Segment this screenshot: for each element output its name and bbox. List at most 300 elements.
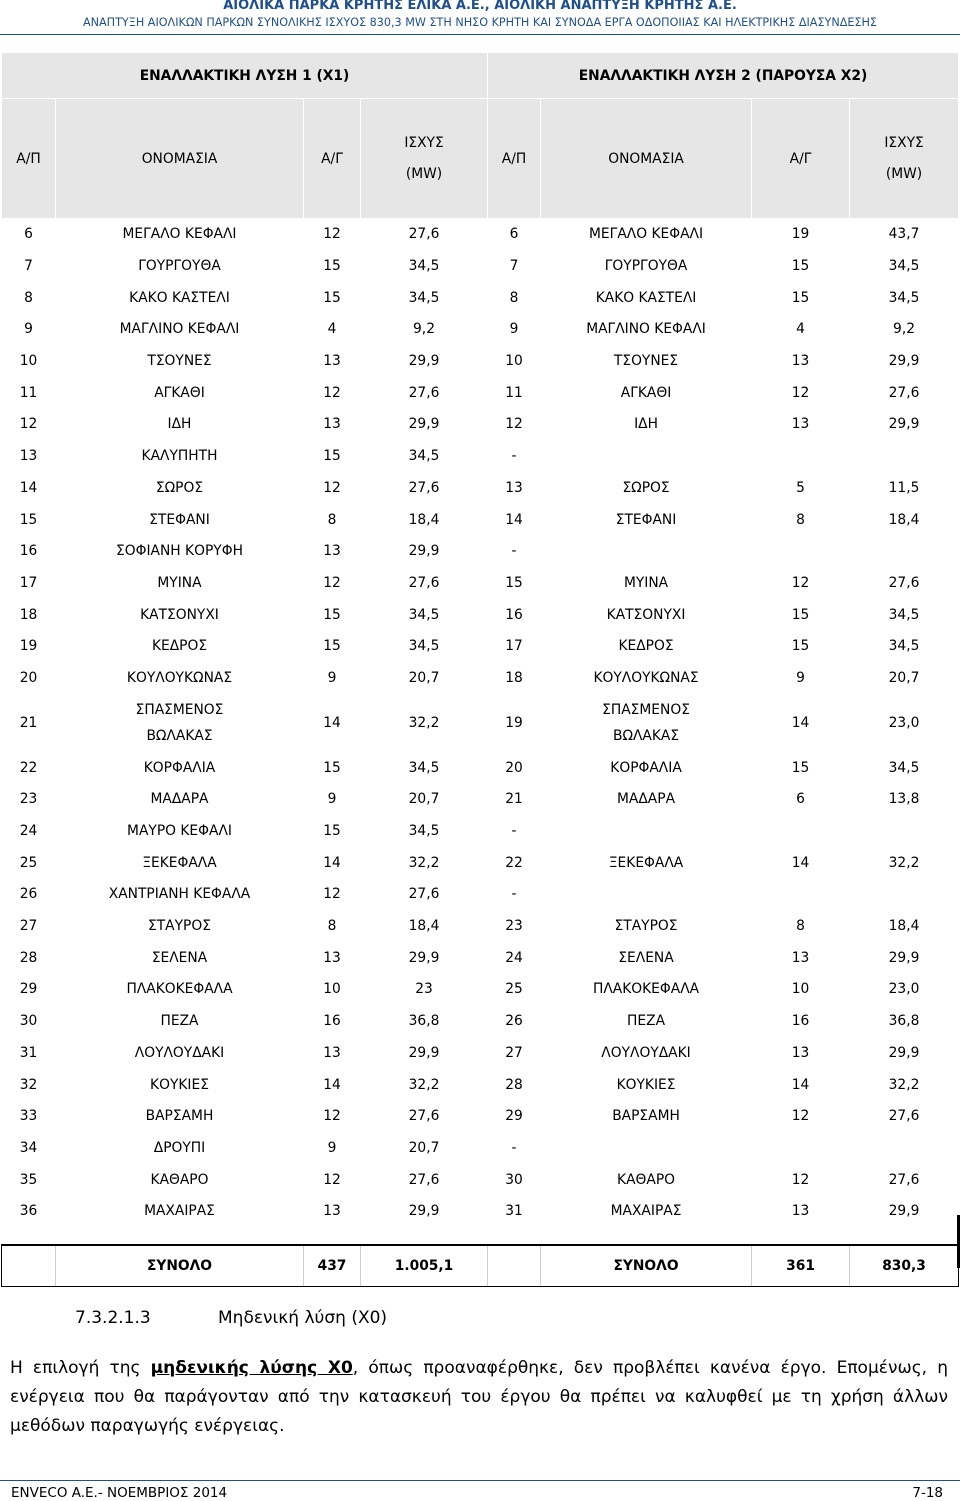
body-paragraph xyxy=(10,1354,948,1441)
power-x2 xyxy=(850,440,959,472)
table-row xyxy=(2,662,959,694)
turbines-x1: 15 xyxy=(304,250,361,282)
turbines-x1: 12 xyxy=(304,567,361,599)
col-header-ap: Α/Π xyxy=(2,99,56,219)
park-name-x2: ΠΛΑΚΟΚΕΦΑΛΑ xyxy=(541,974,752,1006)
park-name-x1: ΠΕΖΑ xyxy=(56,1005,304,1037)
turbines-x2: 13 xyxy=(752,345,850,377)
ap-number-x1: 20 xyxy=(2,662,56,694)
turbines-x1: 12 xyxy=(304,879,361,911)
ap-number-x1: 30 xyxy=(2,1005,56,1037)
header-divider xyxy=(0,34,960,35)
ap-number-x2: 16 xyxy=(488,599,541,631)
ap-number-x2: 29 xyxy=(488,1100,541,1132)
turbines-x1: 12 xyxy=(304,219,361,251)
park-name-x2: ΜΑΔΑΡΑ xyxy=(541,784,752,816)
power-x2: 9,2 xyxy=(850,314,959,346)
turbines-x1: 12 xyxy=(304,472,361,504)
park-name-x1: ΞΕΚΕΦΑΛΑ xyxy=(56,847,304,879)
ap-number-x1: 24 xyxy=(2,815,56,847)
ap-number-x2: 19 xyxy=(488,694,541,752)
park-name-line-1: ΣΠΑΣΜΕΝΟΣ xyxy=(135,701,224,718)
park-name-x2: ΙΔΗ xyxy=(541,409,752,441)
table-row xyxy=(2,282,959,314)
park-name-x2 xyxy=(541,535,752,567)
turbines-x1: 12 xyxy=(304,377,361,409)
park-name-line-1: ΣΠΑΣΜΕΝΟΣ xyxy=(602,701,690,718)
power-x2 xyxy=(850,879,959,911)
park-name-x1: ΚΕΔΡΟΣ xyxy=(56,630,304,662)
park-name-x2 xyxy=(541,440,752,472)
ap-number-x1: 18 xyxy=(2,599,56,631)
power-x2 xyxy=(850,815,959,847)
ap-number-x1: 19 xyxy=(2,630,56,662)
table-row xyxy=(2,250,959,282)
turbines-x1: 16 xyxy=(304,1005,361,1037)
col-header-power xyxy=(850,99,959,219)
turbines-x2: 15 xyxy=(752,250,850,282)
turbines-x2: 15 xyxy=(752,282,850,314)
park-name-x1: ΧΑΝΤΡΙΑΝΗ ΚΕΦΑΛΑ xyxy=(56,879,304,911)
header-line-1: ΑΙΟΛΙΚΑ ΠΑΡΚΑ ΚΡΗΤΗΣ ΕΛΙΚΑ Α.Ε., ΑΙΟΛΙΚΗ ΑΝΑΠΤΥΞΗ ΚΡΗΤΗΣ Α.Ε. xyxy=(223,0,737,13)
power-x1: 23 xyxy=(361,974,488,1006)
table-column-header-row xyxy=(2,99,959,219)
turbines-x2: 14 xyxy=(752,694,850,752)
table-row xyxy=(2,630,959,662)
ap-number-x2: 26 xyxy=(488,1005,541,1037)
table-row xyxy=(2,752,959,784)
turbines-x2: 12 xyxy=(752,567,850,599)
turbines-x1: 14 xyxy=(304,694,361,752)
park-name-x2: ΚΟΡΦΑΛΙΑ xyxy=(541,752,752,784)
turbines-x2: 8 xyxy=(752,504,850,536)
power-x1: 29,9 xyxy=(361,1037,488,1069)
table-row xyxy=(2,910,959,942)
power-x1: 34,5 xyxy=(361,752,488,784)
turbines-x2: 9 xyxy=(752,662,850,694)
park-name-x1: ΙΔΗ xyxy=(56,409,304,441)
power-x1: 34,5 xyxy=(361,250,488,282)
ap-number-x2: 7 xyxy=(488,250,541,282)
park-name-x1: ΣΩΡΟΣ xyxy=(56,472,304,504)
park-name-x1: ΑΓΚΑΘΙ xyxy=(56,377,304,409)
power-x2: 23,0 xyxy=(850,694,959,752)
col-header-ag: Α/Γ xyxy=(752,99,850,219)
ap-number-x1: 22 xyxy=(2,752,56,784)
power-x2: 29,9 xyxy=(850,1037,959,1069)
park-name-x2: ΞΕΚΕΦΑΛΑ xyxy=(541,847,752,879)
ap-number-x2: 12 xyxy=(488,409,541,441)
park-name-x1: ΓΟΥΡΓΟΥΘΑ xyxy=(56,250,304,282)
park-name-x1: ΣΕΛΕΝΑ xyxy=(56,942,304,974)
power-x1: 18,4 xyxy=(361,910,488,942)
power-x2: 27,6 xyxy=(850,1100,959,1132)
table-row xyxy=(2,815,959,847)
total-power-x2: 830,3 xyxy=(850,1245,959,1287)
power-x1: 20,7 xyxy=(361,1132,488,1164)
total-label-x2: ΣΥΝΟΛΟ xyxy=(541,1245,752,1287)
ap-number-x2: - xyxy=(488,535,541,567)
ap-number-x1: 13 xyxy=(2,440,56,472)
park-name-x1: ΜΑΓΛΙΝΟ ΚΕΦΑΛΙ xyxy=(56,314,304,346)
ap-number-x1: 23 xyxy=(2,784,56,816)
table-row xyxy=(2,1164,959,1196)
table-row xyxy=(2,345,959,377)
ap-number-x1: 6 xyxy=(2,219,56,251)
power-x2: 34,5 xyxy=(850,752,959,784)
park-name-x2: ΓΟΥΡΓΟΥΘΑ xyxy=(541,250,752,282)
power-x2: 32,2 xyxy=(850,1069,959,1101)
col-header-power xyxy=(361,99,488,219)
table-group-header-row xyxy=(2,53,959,99)
ap-number-x2: 28 xyxy=(488,1069,541,1101)
park-name-x2 xyxy=(541,1132,752,1164)
turbines-x2: 14 xyxy=(752,847,850,879)
ap-number-x2: 10 xyxy=(488,345,541,377)
power-x1: 27,6 xyxy=(361,219,488,251)
park-name-x1: ΚΑΛΥΠΗΤΗ xyxy=(56,440,304,472)
ap-number-x1: 17 xyxy=(2,567,56,599)
section-number: 7.3.2.1.3 xyxy=(75,1308,151,1328)
park-name-x2: ΜΥΙΝΑ xyxy=(541,567,752,599)
table-row xyxy=(2,314,959,346)
power-x1: 34,5 xyxy=(361,440,488,472)
ap-number-x1: 9 xyxy=(2,314,56,346)
power-x1: 27,6 xyxy=(361,879,488,911)
ap-number-x2: - xyxy=(488,1132,541,1164)
turbines-x1: 13 xyxy=(304,1037,361,1069)
power-x2: 18,4 xyxy=(850,910,959,942)
power-x2: 29,9 xyxy=(850,409,959,441)
park-name-x2: ΒΑΡΣΑΜΗ xyxy=(541,1100,752,1132)
col-header-name: ΟΝΟΜΑΣΙΑ xyxy=(541,99,752,219)
park-name-x1: ΠΛΑΚΟΚΕΦΑΛΑ xyxy=(56,974,304,1006)
header-line-2: ΑΝΑΠΤΥΞΗ ΑΙΟΛΙΚΩΝ ΠΑΡΚΩΝ ΣΥΝΟΛΙΚΗΣ ΙΣΧΥΟΣ 830,3 MW ΣΤΗ ΝΗΣΟ ΚΡΗΤΗ ΚΑΙ ΣΥΝΟΔΑ ΕΡΓΑ ΟΔΟΠΟΙΙΑΣ ΚΑΙ ΗΛΕΚΤΡΙΚΗΣ ΔΙΑΣΥΝΔΕΣΗΣ xyxy=(83,16,877,29)
park-name-x1: ΣΟΦΙΑΝΗ ΚΟΡΥΦΗ xyxy=(56,535,304,567)
park-name-x1: ΜΑΥΡΟ ΚΕΦΑΛΙ xyxy=(56,815,304,847)
ap-number-x2: 6 xyxy=(488,219,541,251)
turbines-x2: 4 xyxy=(752,314,850,346)
park-name-x1: ΤΣΟΥΝΕΣ xyxy=(56,345,304,377)
power-x1: 20,7 xyxy=(361,784,488,816)
power-x2: 27,6 xyxy=(850,377,959,409)
park-name-x1: ΚΟΥΚΙΕΣ xyxy=(56,1069,304,1101)
park-name-x2: ΚΟΥΚΙΕΣ xyxy=(541,1069,752,1101)
park-name-x1 xyxy=(56,694,304,752)
power-x2: 34,5 xyxy=(850,630,959,662)
ap-number-x2: 15 xyxy=(488,567,541,599)
park-name-x1: ΜΕΓΑΛΟ ΚΕΦΑΛΙ xyxy=(56,219,304,251)
turbines-x1: 14 xyxy=(304,1069,361,1101)
park-name-x2: ΑΓΚΑΘΙ xyxy=(541,377,752,409)
ap-number-x2: - xyxy=(488,440,541,472)
group-header-x1: ΕΝΑΛΛΑΚΤΙΚΗ ΛΥΣΗ 1 (Χ1) xyxy=(2,53,488,99)
ap-number-x2: 25 xyxy=(488,974,541,1006)
ap-number-x1: 12 xyxy=(2,409,56,441)
power-x2: 18,4 xyxy=(850,504,959,536)
power-x1: 27,6 xyxy=(361,377,488,409)
turbines-x1: 10 xyxy=(304,974,361,1006)
power-x1: 18,4 xyxy=(361,504,488,536)
park-name-x1: ΚΟΥΛΟΥΚΩΝΑΣ xyxy=(56,662,304,694)
footer-divider xyxy=(0,1480,960,1481)
col-header-name: ΟΝΟΜΑΣΙΑ xyxy=(56,99,304,219)
park-name-x1: ΜΑΔΑΡΑ xyxy=(56,784,304,816)
turbines-x1: 4 xyxy=(304,314,361,346)
turbines-x1: 13 xyxy=(304,1195,361,1227)
col-header-power-unit: (MW) xyxy=(885,165,923,182)
ap-number-x1: 7 xyxy=(2,250,56,282)
power-x2: 20,7 xyxy=(850,662,959,694)
total-ag-x2: 361 xyxy=(752,1245,850,1287)
ap-number-x1: 26 xyxy=(2,879,56,911)
turbines-x2 xyxy=(752,1132,850,1164)
turbines-x2: 6 xyxy=(752,784,850,816)
table-total-row xyxy=(2,1245,959,1287)
table-row xyxy=(2,535,959,567)
ap-number-x1: 14 xyxy=(2,472,56,504)
paragraph-text-end: , όπως προαναφέρθηκε, δεν προβλέπει κανένα έργο. Επομένως, η ενέργεια που θα παράγονταν από την κατασκευή του έργου θα πρέπει να καλυφθεί με τη χρήση άλλων μεθόδων παραγωγής ενέργειας. xyxy=(10,1358,948,1436)
alternatives-table xyxy=(1,52,959,1287)
col-header-ag: Α/Γ xyxy=(304,99,361,219)
power-x2: 23,0 xyxy=(850,974,959,1006)
park-name-x2 xyxy=(541,694,752,752)
turbines-x2: 13 xyxy=(752,1037,850,1069)
table-row xyxy=(2,847,959,879)
park-name-x2: ΣΤΑΥΡΟΣ xyxy=(541,910,752,942)
park-name-x1: ΣΤΑΥΡΟΣ xyxy=(56,910,304,942)
ap-number-x2: 8 xyxy=(488,282,541,314)
power-x2: 29,9 xyxy=(850,345,959,377)
turbines-x1: 13 xyxy=(304,942,361,974)
turbines-x1: 12 xyxy=(304,1100,361,1132)
park-name-x1: ΚΑΚΟ ΚΑΣΤΕΛΙ xyxy=(56,282,304,314)
ap-number-x1: 15 xyxy=(2,504,56,536)
turbines-x1: 15 xyxy=(304,282,361,314)
ap-number-x2: 20 xyxy=(488,752,541,784)
park-name-x2: ΚΑΚΟ ΚΑΣΤΕΛΙ xyxy=(541,282,752,314)
ap-number-x2: - xyxy=(488,879,541,911)
turbines-x2: 16 xyxy=(752,1005,850,1037)
turbines-x2: 14 xyxy=(752,1069,850,1101)
power-x2: 13,8 xyxy=(850,784,959,816)
table-row xyxy=(2,879,959,911)
turbines-x2: 13 xyxy=(752,942,850,974)
ap-number-x1: 32 xyxy=(2,1069,56,1101)
table-row xyxy=(2,1005,959,1037)
power-x1: 36,8 xyxy=(361,1005,488,1037)
park-name-line-2: ΒΩΛΑΚΑΣ xyxy=(146,727,213,744)
ap-number-x2: 14 xyxy=(488,504,541,536)
turbines-x2: 19 xyxy=(752,219,850,251)
turbines-x2: 12 xyxy=(752,1100,850,1132)
ap-number-x1: 29 xyxy=(2,974,56,1006)
turbines-x1: 15 xyxy=(304,599,361,631)
table-row xyxy=(2,377,959,409)
total-label-x1: ΣΥΝΟΛΟ xyxy=(56,1245,304,1287)
park-name-x1: ΛΟΥΛΟΥΔΑΚΙ xyxy=(56,1037,304,1069)
ap-number-x2: 22 xyxy=(488,847,541,879)
park-name-x2: ΜΑΧΑΙΡΑΣ xyxy=(541,1195,752,1227)
turbines-x2: 15 xyxy=(752,599,850,631)
park-name-x1: ΜΥΙΝΑ xyxy=(56,567,304,599)
power-x1: 34,5 xyxy=(361,282,488,314)
turbines-x2 xyxy=(752,879,850,911)
table-spacer-row xyxy=(2,1227,959,1245)
turbines-x1: 9 xyxy=(304,1132,361,1164)
table-row xyxy=(2,974,959,1006)
table-row xyxy=(2,567,959,599)
power-x1: 32,2 xyxy=(361,847,488,879)
table-row xyxy=(2,784,959,816)
ap-number-x1: 10 xyxy=(2,345,56,377)
col-header-power-unit: (MW) xyxy=(405,165,443,182)
table-row xyxy=(2,219,959,251)
ap-number-x2: 13 xyxy=(488,472,541,504)
park-name-x1: ΚΑΘΑΡΟ xyxy=(56,1164,304,1196)
power-x2 xyxy=(850,1132,959,1164)
table-row xyxy=(2,599,959,631)
table-row xyxy=(2,1037,959,1069)
park-name-x2: ΤΣΟΥΝΕΣ xyxy=(541,345,752,377)
turbines-x2: 13 xyxy=(752,1195,850,1227)
ap-number-x1: 33 xyxy=(2,1100,56,1132)
ap-number-x1: 31 xyxy=(2,1037,56,1069)
ap-number-x2: 11 xyxy=(488,377,541,409)
turbines-x1: 8 xyxy=(304,504,361,536)
turbines-x2: 8 xyxy=(752,910,850,942)
power-x2: 34,5 xyxy=(850,282,959,314)
table-row xyxy=(2,440,959,472)
ap-number-x1: 11 xyxy=(2,377,56,409)
ap-number-x1: 21 xyxy=(2,694,56,752)
ap-number-x2: 30 xyxy=(488,1164,541,1196)
power-x1: 20,7 xyxy=(361,662,488,694)
paragraph-text-start: Η επιλογή της xyxy=(10,1358,151,1378)
ap-number-x2: 23 xyxy=(488,910,541,942)
ap-number-x2: 17 xyxy=(488,630,541,662)
power-x1: 32,2 xyxy=(361,1069,488,1101)
power-x2: 43,7 xyxy=(850,219,959,251)
table-row xyxy=(2,1069,959,1101)
ap-number-x2: 27 xyxy=(488,1037,541,1069)
power-x1: 29,9 xyxy=(361,1195,488,1227)
park-name-x2: ΛΟΥΛΟΥΔΑΚΙ xyxy=(541,1037,752,1069)
park-name-x1: ΚΟΡΦΑΛΙΑ xyxy=(56,752,304,784)
table-row xyxy=(2,942,959,974)
col-header-ap: Α/Π xyxy=(488,99,541,219)
col-header-power-label: ΙΣΧΥΣ xyxy=(884,134,924,151)
power-x2: 29,9 xyxy=(850,1195,959,1227)
table-row xyxy=(2,504,959,536)
power-x1: 29,9 xyxy=(361,535,488,567)
ap-number-x2: 9 xyxy=(488,314,541,346)
ap-number-x2: 18 xyxy=(488,662,541,694)
turbines-x1: 9 xyxy=(304,662,361,694)
footer-page-number: 7-18 xyxy=(912,1485,943,1501)
table-row xyxy=(2,1132,959,1164)
ap-number-x2: 31 xyxy=(488,1195,541,1227)
turbines-x1: 15 xyxy=(304,440,361,472)
power-x1: 27,6 xyxy=(361,1164,488,1196)
park-name-line-2: ΒΩΛΑΚΑΣ xyxy=(612,727,680,744)
turbines-x2: 10 xyxy=(752,974,850,1006)
col-header-power-label: ΙΣΧΥΣ xyxy=(404,134,444,151)
power-x1: 27,6 xyxy=(361,472,488,504)
turbines-x1: 12 xyxy=(304,1164,361,1196)
power-x1: 34,5 xyxy=(361,815,488,847)
park-name-x1: ΣΤΕΦΑΝΙ xyxy=(56,504,304,536)
park-name-x2: ΚΟΥΛΟΥΚΩΝΑΣ xyxy=(541,662,752,694)
total-power-x1: 1.005,1 xyxy=(361,1245,488,1287)
park-name-x1: ΚΑΤΣΟΝΥΧΙ xyxy=(56,599,304,631)
park-name-x2: ΜΕΓΑΛΟ ΚΕΦΑΛΙ xyxy=(541,219,752,251)
turbines-x2: 13 xyxy=(752,409,850,441)
power-x2: 34,5 xyxy=(850,250,959,282)
park-name-x2: ΚΑΘΑΡΟ xyxy=(541,1164,752,1196)
turbines-x1: 15 xyxy=(304,815,361,847)
ap-number-x2: - xyxy=(488,815,541,847)
park-name-x1: ΒΑΡΣΑΜΗ xyxy=(56,1100,304,1132)
ap-number-x1: 35 xyxy=(2,1164,56,1196)
power-x1: 34,5 xyxy=(361,630,488,662)
ap-number-x1: 25 xyxy=(2,847,56,879)
ap-number-x2: 24 xyxy=(488,942,541,974)
turbines-x1: 13 xyxy=(304,535,361,567)
turbines-x2: 15 xyxy=(752,752,850,784)
total-ag-x1: 437 xyxy=(304,1245,361,1287)
power-x1: 9,2 xyxy=(361,314,488,346)
power-x2: 27,6 xyxy=(850,567,959,599)
park-name-x2: ΜΑΓΛΙΝΟ ΚΕΦΑΛΙ xyxy=(541,314,752,346)
turbines-x1: 14 xyxy=(304,847,361,879)
paragraph-emphasis: μηδενικής λύσης Χ0 xyxy=(150,1358,353,1378)
ap-number-x1: 28 xyxy=(2,942,56,974)
park-name-x2: ΣΤΕΦΑΝΙ xyxy=(541,504,752,536)
table-row xyxy=(2,409,959,441)
power-x2 xyxy=(850,535,959,567)
park-name-x2: ΚΕΔΡΟΣ xyxy=(541,630,752,662)
group-header-x2: ΕΝΑΛΛΑΚΤΙΚΗ ΛΥΣΗ 2 (ΠΑΡΟΥΣΑ Χ2) xyxy=(488,53,959,99)
turbines-x1: 9 xyxy=(304,784,361,816)
park-name-x1: ΔΡΟΥΠΙ xyxy=(56,1132,304,1164)
turbines-x2: 5 xyxy=(752,472,850,504)
turbines-x2: 15 xyxy=(752,630,850,662)
power-x1: 29,9 xyxy=(361,345,488,377)
power-x2: 34,5 xyxy=(850,599,959,631)
turbines-x1: 15 xyxy=(304,630,361,662)
ap-number-x1: 27 xyxy=(2,910,56,942)
power-x1: 32,2 xyxy=(361,694,488,752)
turbines-x2: 12 xyxy=(752,1164,850,1196)
park-name-x2: ΚΑΤΣΟΝΥΧΙ xyxy=(541,599,752,631)
turbines-x2 xyxy=(752,815,850,847)
power-x2: 29,9 xyxy=(850,942,959,974)
turbines-x2: 12 xyxy=(752,377,850,409)
turbines-x2 xyxy=(752,440,850,472)
section-title: Μηδενική λύση (Χ0) xyxy=(218,1308,388,1328)
power-x1: 27,6 xyxy=(361,567,488,599)
table-row xyxy=(2,694,959,752)
park-name-x2: ΣΩΡΟΣ xyxy=(541,472,752,504)
power-x1: 29,9 xyxy=(361,942,488,974)
ap-number-x1: 16 xyxy=(2,535,56,567)
power-x2: 27,6 xyxy=(850,1164,959,1196)
power-x2: 32,2 xyxy=(850,847,959,879)
turbines-x1: 8 xyxy=(304,910,361,942)
park-name-x2 xyxy=(541,879,752,911)
park-name-x2 xyxy=(541,815,752,847)
